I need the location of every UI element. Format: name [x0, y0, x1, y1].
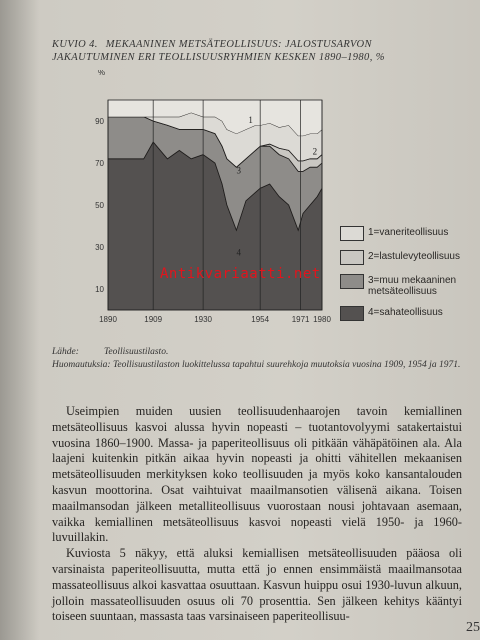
x-tick-label: 1954: [251, 315, 270, 324]
legend-item-saha: [340, 306, 470, 330]
legend-label-lastulevy: 2=lastulevyteollisuus: [368, 251, 460, 262]
y-tick-label: 10: [95, 285, 104, 294]
figure-label: KUVIO 4.: [52, 39, 98, 50]
legend-swatch-lastulevy: [340, 250, 364, 265]
x-tick-label: 1971: [291, 315, 310, 324]
x-tick-label: 1930: [194, 315, 213, 324]
x-tick-label: 1980: [313, 315, 331, 324]
chart-legend: [340, 226, 470, 330]
area-number-label: 3: [236, 165, 242, 176]
legend-label-muu: 3=muu mekaaninen metsäteollisuus: [368, 275, 457, 297]
source-note: [52, 346, 462, 359]
remark-key: Huomautuksia:: [52, 360, 111, 370]
figure-caption: [52, 38, 452, 64]
legend-swatch-vaneri: [340, 226, 364, 241]
remark-note: [52, 359, 462, 372]
page-number: 25: [466, 620, 480, 635]
legend-item-lastulevy: [340, 250, 470, 274]
y-tick-label: 70: [95, 159, 104, 168]
legend-item-vaneri: [340, 226, 470, 250]
figure-title: MEKAANINEN METSÄTEOLLISUUS: JALOSTUSARVON JAKAUTUMINEN ERI TEOLLISUUSRYHMIEN KESKEN 1890–1980, %: [52, 39, 385, 63]
y-unit-label: %: [98, 70, 106, 77]
y-tick-label: 90: [95, 117, 104, 126]
paragraph-1: Useimpien muiden uusien teollisuudenhaarojen tavoin kemiallinen metsäteollisuus kasvoi alussa hyvin nopeasti – tuotantovolyymi satakertaistui vuosina 1860–1900. Massa- ja paperiteollisuus oli pitkään vähäpätöinen ala. Ala laajeni kuitenkin pitkän aikaa hyvin nopeasti ja ohitti vähitellen mekaanisen metsäteollisuuden merkityksen koko teollisuuden ja myös koko kansantalouden kasvun moottorina. Osat vaihtuivat maailmansotien välisenä aikana. Toisen maailmansodan jälkeen metalliteollisuus vuorostaan nousi johtavaan asemaan, vaikka kemiallinen metsäteollisuus kasvoi nopeasti vielä 1950- ja 1960-luvuillakin.: [52, 404, 462, 545]
legend-item-muu: [340, 274, 470, 306]
paragraph-2: Kuviosta 5 näkyy, että aluksi kemiallisen metsäteollisuuden pääosa oli varsinaista paperiteollisuutta, mutta että jo ennen ensimmäistä maailmansotaa massateollisuus alkoi kasvattaa osuuttaan. Kasvun huippu osui 1930-luvun alkuun, jolloin massateollisuuden osuus oli 70 prosenttia. Sen jälkeen kehitys kääntyi toiseen suuntaan, massasta taas varsinaiseen paperiteollisuu-: [52, 546, 462, 624]
legend-label-saha: 4=sahateollisuus: [368, 307, 443, 318]
y-tick-label: 30: [95, 243, 104, 252]
x-tick-label: 1890: [99, 315, 117, 324]
area-number-label: 2: [312, 146, 318, 157]
watermark-text: Antikvariaatti.net: [160, 266, 321, 282]
body-text: [52, 404, 462, 625]
stacked-area-chart: [80, 70, 340, 330]
legend-swatch-muu: [340, 274, 364, 289]
source-text: Teollisuustilasto.: [104, 347, 169, 357]
x-axis-ticks: [99, 315, 331, 324]
spine-shadow: [0, 0, 40, 640]
y-tick-label: 50: [95, 201, 104, 210]
figure-notes: [52, 346, 462, 372]
x-tick-label: 1909: [144, 315, 163, 324]
source-key: Lähde:: [52, 347, 79, 357]
area-number-label: 1: [248, 115, 253, 126]
remark-text: Teollisuustilaston luokittelussa tapahtui suurehkoja muutoksia vuosina 1909, 1954 ja 1971.: [112, 360, 461, 370]
legend-label-vaneri: 1=vaneriteollisuus: [368, 227, 449, 238]
area-number-label: 4: [236, 247, 242, 258]
legend-swatch-saha: [340, 306, 364, 321]
y-axis-ticks: [95, 117, 104, 294]
